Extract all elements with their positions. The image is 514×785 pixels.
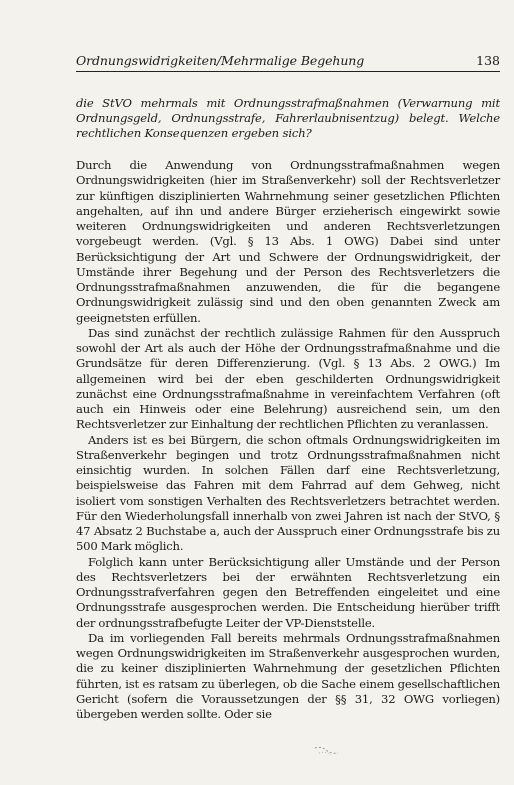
running-header (76, 51, 500, 72)
print-smudge (313, 745, 343, 757)
running-head-title: Ordnungswidrigkeiten/Mehrmalige Begehung (76, 53, 365, 68)
page-number: 138 (476, 53, 500, 68)
question-text: die StVO mehrmals mit Ordnungsstrafmaßnahmen (Verwarnung mit Ordnungsgeld, Ordnungsstrafe, Fahrerlaubnisentzug) belegt. Welche rechtlichen Konsequenzen ergeben sich? (76, 96, 500, 141)
paragraph: Da im vorliegenden Fall bereits mehrmals Ordnungsstrafmaßnahmen wegen Ordnungswidrigkeiten im Straßenverkehr ausgesprochen wurden, die zu keiner disziplinierten Wahrnehmung der gesetzlichen Pflichten führten, ist es ratsam zu überlegen, ob die Sache einem gesellschaftlichen Gericht (sofern die Voraussetzungen der §§ 31, 32 OWG vorliegen) übergeben werden sollte. Oder sie (76, 630, 500, 721)
paragraph: Das sind zunächst der rechtlich zulässige Rahmen für den Ausspruch sowohl der Art als auch der Höhe der Ordnungsstrafmaßnahme und die Grundsätze für deren Differenzierung. (Vgl. § 13 Abs. 2 OWG.) Im allgemeinen wird bei der eben geschilderten Ordnungswidrigkeit zunächst eine Ordnungsstrafmaßnahme in vereinfachtem Verfahren (oft auch ein Hinweis oder eine Belehrung) ausreichend sein, um den Rechtsverletzer zur Einhaltung der rechtlichen Pflichten zu veranlassen. (76, 325, 500, 432)
paragraph: Durch die Anwendung von Ordnungsstrafmaßnahmen wegen Ordnungswidrigkeiten (hier im Straßenverkehr) soll der Rechtsverletzer zur künftigen disziplinierten Wahrnehmung seiner gesetzlichen Pflichten angehalten, auf ihn und andere Bürger erzieherisch eingewirkt sowie weiteren Ordnungswidrigkeiten und anderen Rechtsverletzungen vorgebeugt werden. (Vgl. § 13 Abs. 1 OWG) Dabei sind unter Berücksichtigung der Art und Schwere der Ordnungswidrigkeit, der Umstände ihrer Begehung und der Person des Rechtsverletzers die Ordnungsstrafmaßnahmen anzuwenden, die für die begangene Ordnungswidrigkeit zulässig sind und den oben genannten Zweck am geeignetsten erfüllen. (76, 158, 500, 325)
paragraph: Folglich kann unter Berücksichtigung aller Umstände und der Person des Rechtsverletzers bei der erwähnten Rechtsverletzung ein Ordnungsstrafverfahren gegen den Betreffenden eingeleitet und eine Ordnungsstrafe ausgesprochen werden. Die Entscheidung hierüber trifft der ordnungsstrafbefugte Leiter der VP-Dienststelle. (76, 554, 500, 630)
paragraph: Anders ist es bei Bürgern, die schon oftmals Ordnungswidrigkeiten im Straßenverkehr begingen und trotz Ordnungsstrafmaßnahmen nicht einsichtig wurden. In solchen Fällen darf eine Rechtsverletzung, beispielsweise das Fahren mit dem Fahrrad auf dem Gehweg, nicht isoliert vom sonstigen Verhalten des Rechtsverletzers betrachtet werden. Für den Wiederholungsfall innerhalb von zwei Jahren ist nach der StVO, § 47 Absatz 2 Buchstabe a, auch der Ausspruch einer Ordnungsstrafe bis zu 500 Mark möglich. (76, 432, 500, 554)
body-text (76, 158, 500, 722)
